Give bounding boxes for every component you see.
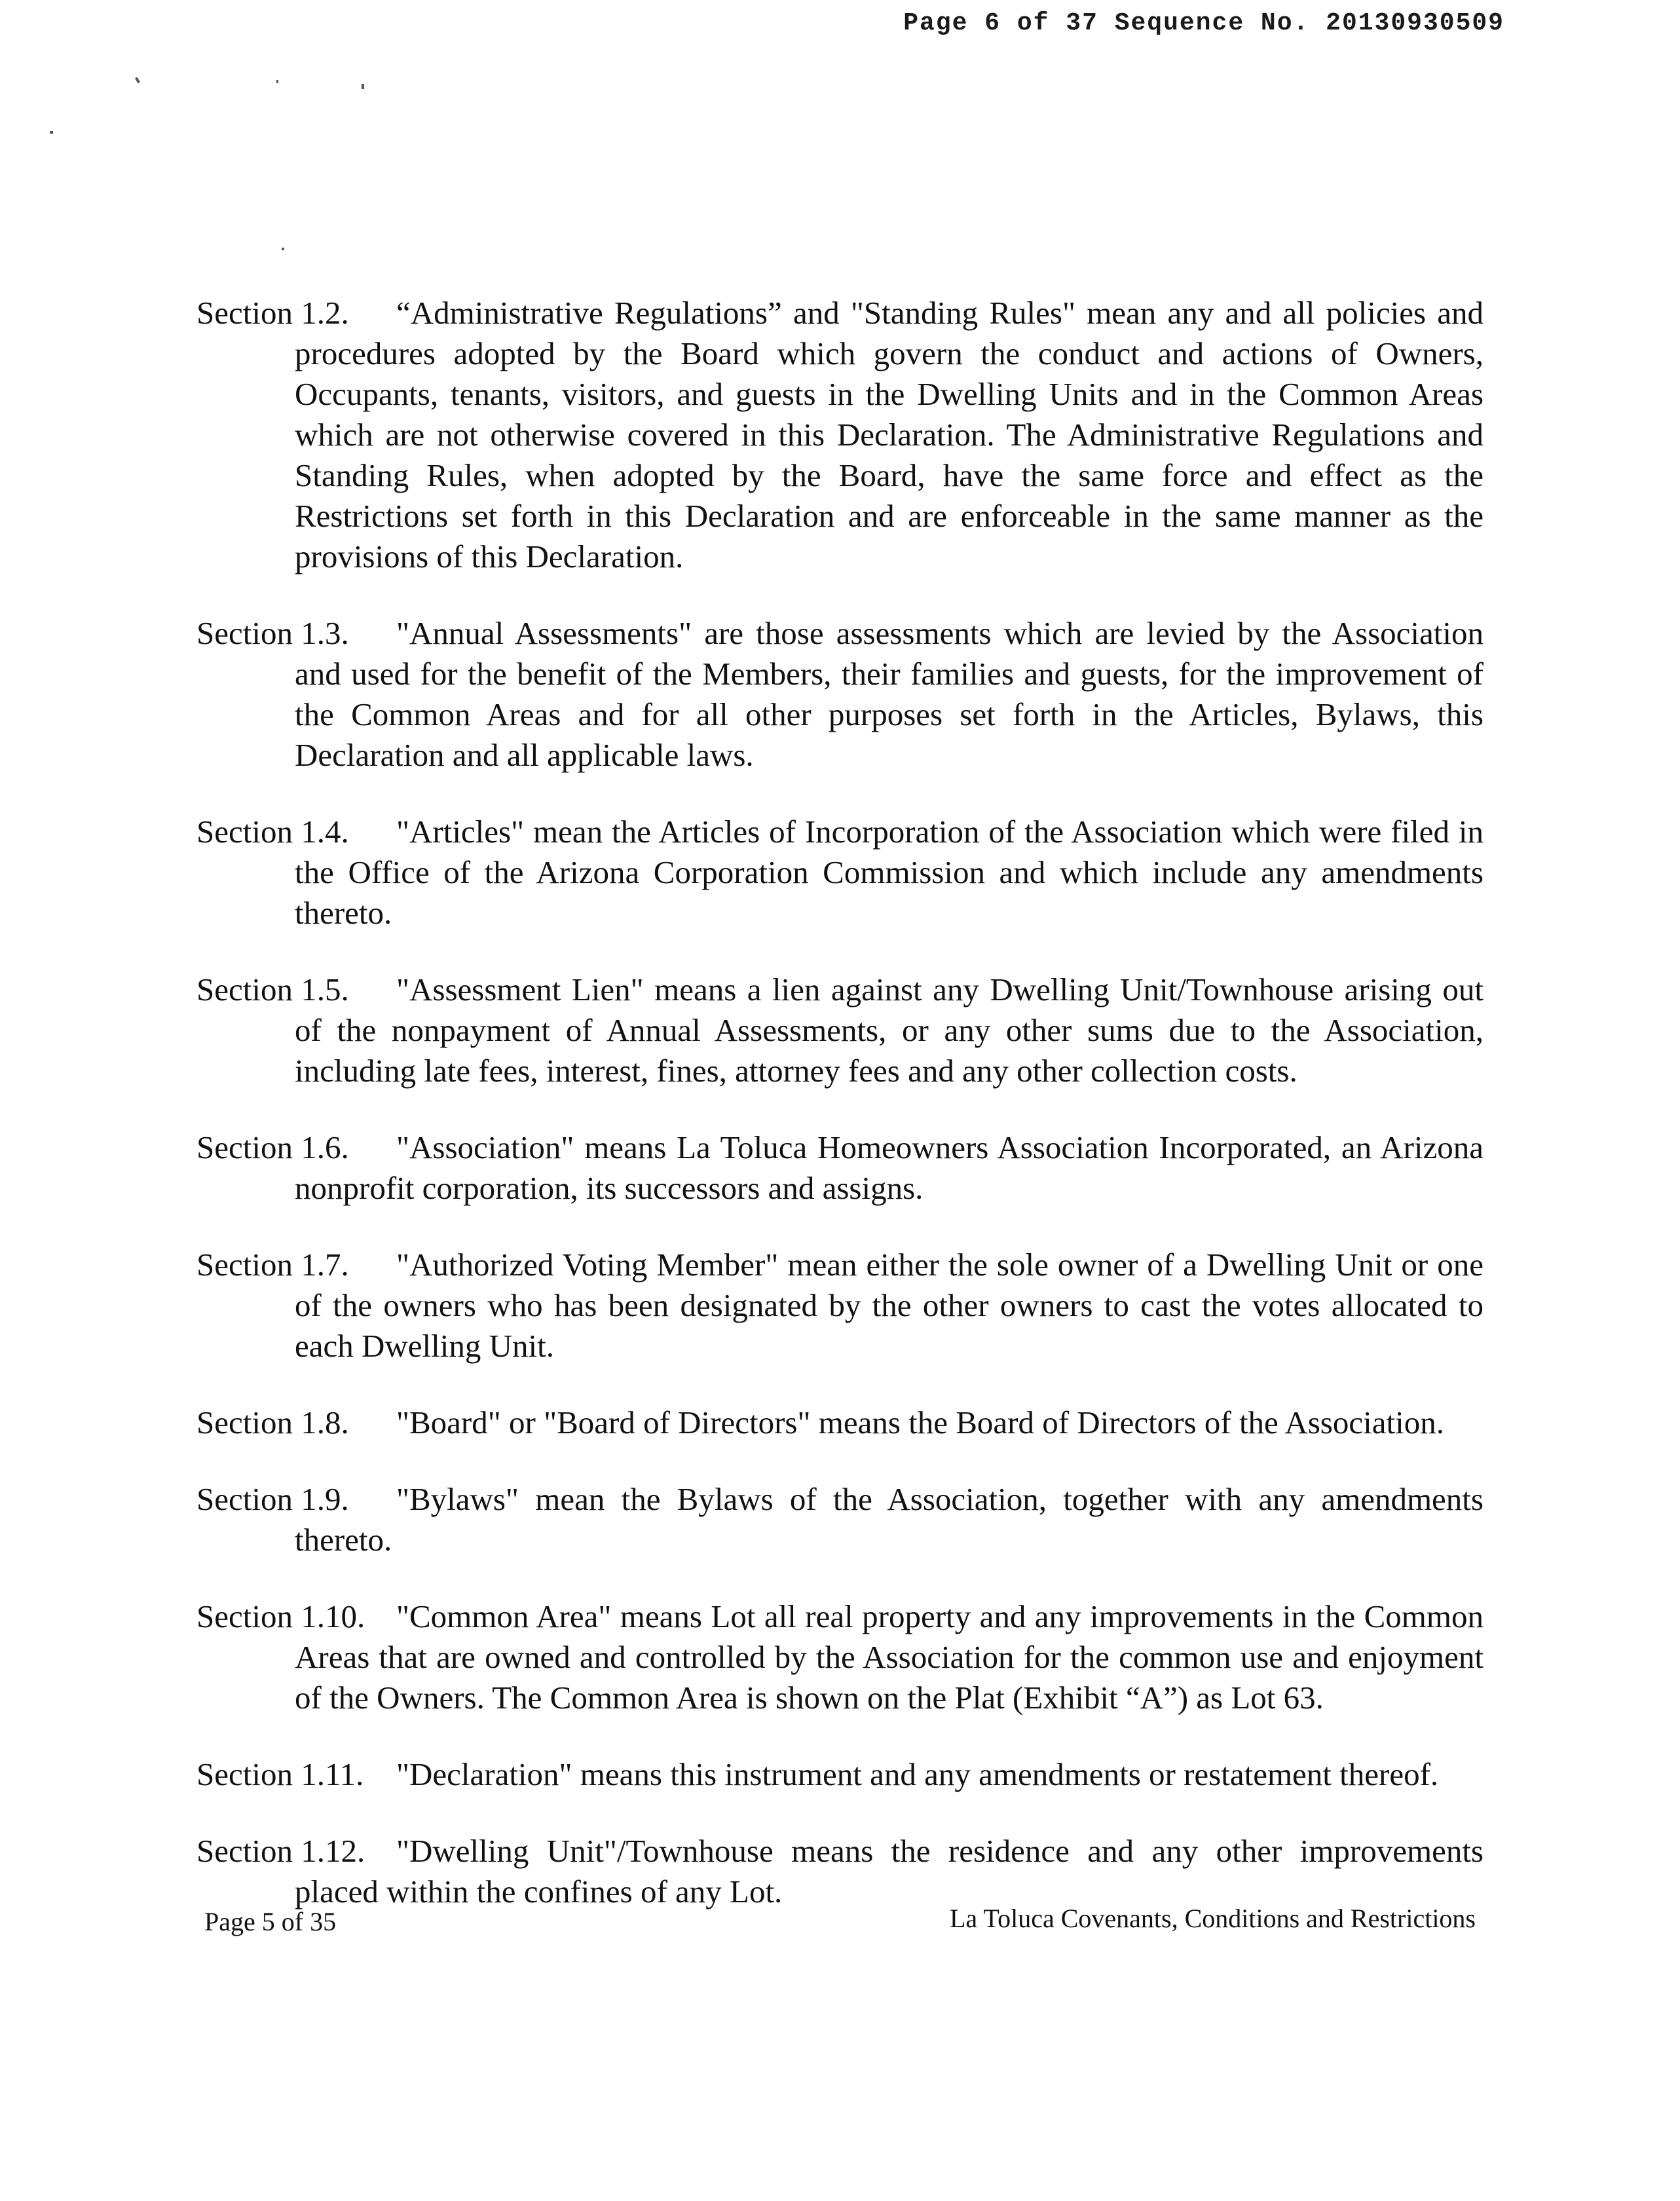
- section-1-10: [196, 1596, 1484, 1718]
- section-label: Section 1.6.: [196, 1129, 349, 1165]
- section-label: Section 1.9.: [196, 1481, 349, 1517]
- section-label: Section 1.8.: [196, 1404, 349, 1440]
- section-text: "Articles" mean the Articles of Incorporation of the Association which were filed in the Office of the Arizona Corporation Commission and which include any amendments thereto.: [295, 814, 1484, 931]
- section-label: Section 1.10.: [196, 1598, 365, 1634]
- section-text: "Common Area" means Lot all real property and any improvements in the Common Areas that are owned and controlled by the Association for the common use and enjoyment of the Owners. The Common Area is shown on the Plat (Exhibit “A”) as Lot 63.: [295, 1598, 1484, 1716]
- header-sequence-stamp: Page 6 of 37 Sequence No. 20130930509: [903, 9, 1504, 37]
- section-text: "Association" means La Toluca Homeowners Association Incorporated, an Arizona nonprofit corporation, its successors and assigns.: [295, 1129, 1484, 1206]
- section-1-4: [196, 812, 1484, 933]
- section-label: Section 1.12.: [196, 1833, 365, 1869]
- section-label: Section 1.7.: [196, 1247, 349, 1283]
- scan-speck: [282, 248, 284, 250]
- footer-page-number: Page 5 of 35: [204, 1907, 337, 1936]
- section-1-9: [196, 1479, 1484, 1560]
- section-label: Section 1.11.: [196, 1756, 364, 1792]
- footer-document-title: La Toluca Covenants, Conditions and Restrictions: [949, 1904, 1476, 1933]
- section-label: Section 1.4.: [196, 814, 349, 850]
- section-text: “Administrative Regulations” and "Standing Rules" mean any and all policies and procedures adopted by the Board which govern the conduct and actions of Owners, Occupants, tenants, visitors, and guests in the Dwelling Units and in the Common Areas which are not otherwise covered in this Declaration. The Administrative Regulations and Standing Rules, when adopted by the Board, have the same force and effect as the Restrictions set forth in this Declaration and are enforceable in the same manner as the provisions of this Declaration.: [295, 295, 1484, 574]
- section-label: Section 1.3.: [196, 615, 349, 651]
- scan-speck: [50, 131, 53, 134]
- scan-speck: [135, 77, 140, 84]
- section-text: "Assessment Lien" means a lien against any Dwelling Unit/Townhouse arising out of the nonpayment of Annual Assessments, or any other sums due to the Association, including late fees, interest, fines, attorney fees and any other collection costs.: [295, 971, 1484, 1089]
- section-text: "Declaration" means this instrument and any amendments or restatement thereof.: [396, 1756, 1439, 1792]
- section-text: "Dwelling Unit"/Townhouse means the residence and any other improvements placed within the confines of any Lot.: [295, 1833, 1484, 1909]
- section-1-8: [196, 1402, 1484, 1443]
- section-1-11: [196, 1754, 1484, 1795]
- section-label: Section 1.5.: [196, 971, 349, 1007]
- section-1-7: [196, 1245, 1484, 1366]
- section-1-2: [196, 293, 1484, 577]
- section-text: "Bylaws" mean the Bylaws of the Association, together with any amendments thereto.: [295, 1481, 1484, 1558]
- section-1-3: [196, 613, 1484, 776]
- section-1-5: [196, 969, 1484, 1091]
- scan-speck: [276, 80, 278, 83]
- scan-speck: [362, 84, 364, 89]
- section-text: "Authorized Voting Member" mean either the sole owner of a Dwelling Unit or one of the owners who has been designated by the other owners to cast the votes allocated to each Dwelling Unit.: [295, 1247, 1484, 1364]
- section-1-12: [196, 1831, 1484, 1912]
- section-1-6: [196, 1127, 1484, 1209]
- section-label: Section 1.2.: [196, 295, 349, 331]
- section-text: "Annual Assessments" are those assessments which are levied by the Association and used for the benefit of the Members, their families and guests, for the improvement of the Common Areas and for all other purposes set forth in the Articles, Bylaws, this Declaration and all applicable laws.: [295, 615, 1484, 773]
- section-text: "Board" or "Board of Directors" means the Board of Directors of the Association.: [396, 1404, 1444, 1440]
- definitions-list: [196, 261, 1484, 1948]
